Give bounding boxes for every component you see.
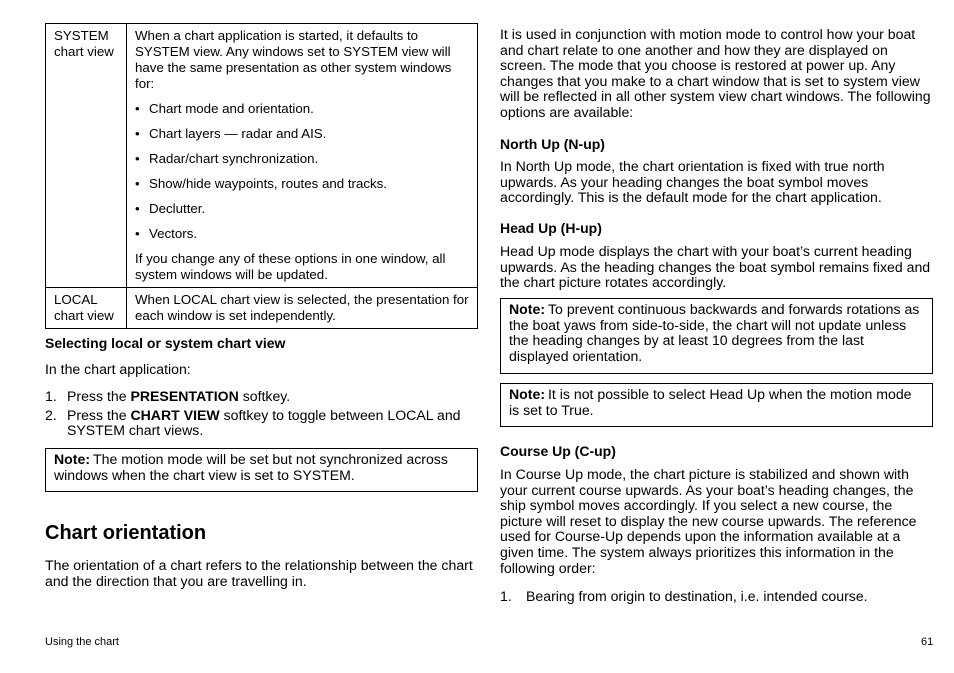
course-up-heading: Course Up (C-up) bbox=[500, 443, 616, 459]
note-label: Note: bbox=[54, 451, 91, 467]
note-box bbox=[500, 383, 933, 427]
footer-section: Using the chart bbox=[45, 636, 119, 648]
chart-orientation-heading: Chart orientation bbox=[45, 522, 207, 544]
note-label: Note: bbox=[509, 386, 546, 402]
table-row bbox=[46, 24, 478, 288]
note-box bbox=[45, 448, 478, 492]
note-text: The motion mode will be set but not synchronized across windows when the chart view is set to SYSTEM. bbox=[54, 451, 448, 483]
priority-list bbox=[500, 589, 933, 605]
body-text: In the chart application: bbox=[45, 361, 191, 377]
list-item: 1. Bearing from origin to destination, i.e. intended course. bbox=[500, 588, 868, 604]
table-intro: When a chart application is started, it defaults to SYSTEM view. Any windows set to SYSTEM view will have the same presentation as other system windows for: bbox=[135, 28, 452, 91]
option-list bbox=[135, 101, 471, 242]
table-intro: When LOCAL chart view is selected, the presentation for each window is set independently. bbox=[135, 292, 469, 323]
table-outro: If you change any of these options in one window, all system windows will be updated. bbox=[135, 251, 446, 282]
body-text: In North Up mode, the chart orientation is fixed with true north upwards. As your heading changes the boat symbol moves accordingly. This is the default mode for the chart application. bbox=[500, 158, 885, 206]
body-text: Head Up mode displays the chart with your boat’s current heading upwards. As the heading changes the boat symbol remains fixed and the chart picture rotates accordingly. bbox=[500, 243, 931, 291]
list-item: • Chart layers — radar and AIS. bbox=[135, 126, 471, 142]
list-item: • Vectors. bbox=[135, 226, 471, 242]
north-up-heading: North Up (N-up) bbox=[500, 136, 605, 152]
step-number: 1. bbox=[45, 388, 57, 404]
softkey-name: CHART VIEW bbox=[130, 406, 220, 423]
note-text: To prevent continuous backwards and forwards rotations as the boat yaws from side-to-side, the chart will not update unless the heading changes by at least 10 degrees from the last displayed orientation. bbox=[509, 301, 920, 364]
steps-list bbox=[45, 389, 478, 439]
note-text: It is not possible to select Head Up when the motion mode is set to True. bbox=[509, 386, 912, 418]
body-text: The orientation of a chart refers to the relationship between the chart and the direction that you are travelling in. bbox=[45, 557, 473, 589]
step-number: 2. bbox=[45, 406, 57, 423]
softkey-name: PRESENTATION bbox=[130, 388, 239, 404]
page-number: 61 bbox=[921, 636, 934, 648]
table-row bbox=[46, 288, 478, 329]
list-item: 1. Press the PRESENTATION softkey. bbox=[45, 388, 291, 404]
body-text: It is used in conjunction with motion mode to control how your boat and chart relate to one another and how they are displayed on screen. The mode that you choose is restored at power up. Any changes that you make to a chart window that is set to system view will be reflected in all other system view chart windows. The following options are available: bbox=[500, 26, 931, 120]
table-description bbox=[127, 24, 478, 288]
list-item: • Show/hide waypoints, routes and tracks. bbox=[135, 176, 471, 192]
head-up-heading: Head Up (H-up) bbox=[500, 220, 602, 236]
step-number: 1. bbox=[500, 588, 512, 604]
note-label: Note: bbox=[509, 301, 546, 317]
table-term: SYSTEM chart view bbox=[46, 24, 127, 288]
list-item: 2. Press the CHART VIEW softkey to toggle between LOCAL and SYSTEM chart views. bbox=[45, 406, 461, 439]
section-heading: Selecting local or system chart view bbox=[45, 335, 286, 351]
body-text: In Course Up mode, the chart picture is stabilized and shown with your current course upwards. As your boat’s heading changes, the ship symbol moves accordingly. If you select a new course, the picture will reset to display the new course upwards. The reference used for Course-Up depends upon the information available at a given time. The system always prioritizes this information in the following order: bbox=[500, 466, 917, 576]
list-item: • Radar/chart synchronization. bbox=[135, 151, 471, 167]
chart-view-table bbox=[45, 23, 478, 329]
list-item: • Chart mode and orientation. bbox=[135, 101, 471, 117]
list-item: • Declutter. bbox=[135, 201, 471, 217]
table-description bbox=[127, 288, 478, 329]
table-term: LOCAL chart view bbox=[46, 288, 127, 329]
note-box bbox=[500, 298, 933, 374]
